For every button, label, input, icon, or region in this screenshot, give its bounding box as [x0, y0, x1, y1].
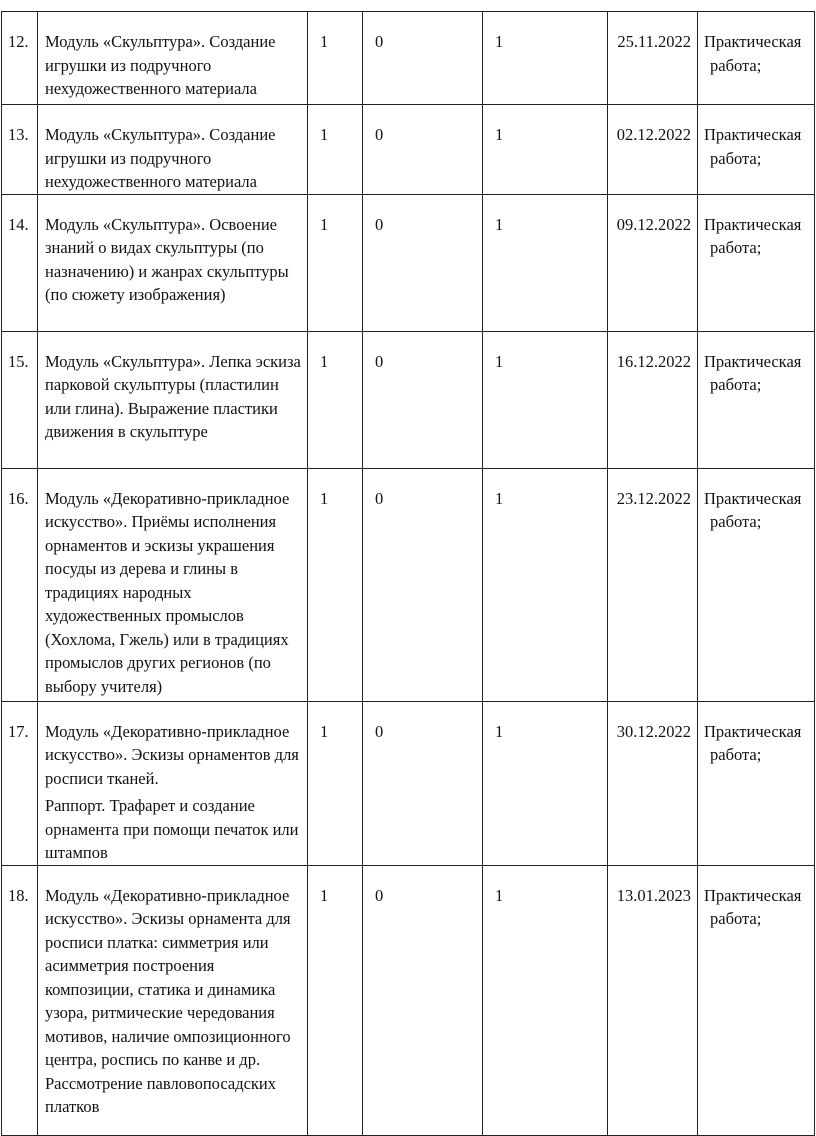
lesson-control-works: 0 — [363, 331, 483, 468]
lesson-date: 25.11.2022 — [608, 12, 698, 105]
lesson-row — [2, 468, 815, 701]
lesson-topic-text: Модуль «Декоративно-прикладное искусство». Эскизы орнамента для росписи платка: симметрия или асимметрия построения композиции, статика и динамика узора, ритмические чередования мотивов, наличие омпозиционного центра, роспись по канве и др. Рассмотрение павловопосадских платков — [45, 885, 291, 1116]
lesson-row — [2, 12, 815, 105]
control-form-type: Практическая — [704, 721, 802, 741]
lesson-row — [2, 701, 815, 865]
lesson-control-works: 0 — [363, 701, 483, 865]
lesson-practical-works: 1 — [483, 468, 608, 701]
lesson-practical-works: 1 — [483, 331, 608, 468]
lesson-control-works: 0 — [363, 194, 483, 331]
lesson-topic-text: Модуль «Скульптура». Создание игрушки из подручного нехудожественного материала — [45, 32, 276, 98]
control-form-type: Практическая — [704, 488, 802, 508]
lesson-hours-total: 1 — [308, 12, 363, 105]
lesson-date: 09.12.2022 — [608, 194, 698, 331]
lesson-control-form — [698, 194, 815, 331]
lesson-topic-text: Модуль «Скульптура». Создание игрушки из подручного нехудожественного материала — [45, 125, 276, 191]
control-form-suffix: работа; — [710, 745, 762, 764]
lesson-hours-total: 1 — [308, 468, 363, 701]
lesson-plan-table — [1, 11, 815, 1136]
lesson-date: 16.12.2022 — [608, 331, 698, 468]
lesson-topic-text: Модуль «Декоративно-прикладное искусство». Приёмы исполнения орнаментов и эскизы украшения посуды из дерева и глины в традициях народных художественных промыслов (Хохлома, Гжель) или в традициях промыслов других регионов (по выбору учителя) — [45, 488, 290, 696]
control-form-suffix: работа; — [710, 512, 762, 531]
lesson-date: 23.12.2022 — [608, 468, 698, 701]
lesson-control-form — [698, 331, 815, 468]
lesson-topic — [38, 12, 308, 105]
lesson-number: 15. — [2, 331, 38, 468]
lesson-number: 17. — [2, 701, 38, 865]
lesson-practical-works: 1 — [483, 865, 608, 1135]
lesson-hours-total: 1 — [308, 105, 363, 195]
control-form-suffix: работа; — [710, 909, 762, 928]
lesson-topic — [38, 331, 308, 468]
lesson-number: 13. — [2, 105, 38, 195]
control-form-type: Практическая — [704, 32, 802, 51]
lesson-practical-works: 1 — [483, 194, 608, 331]
control-form-type: Практическая — [704, 214, 802, 234]
lesson-topic-text: Модуль «Скульптура». Лепка эскиза парковой скульптуры (пластилин или глина). Выражение пластики движения в скульптуре — [45, 351, 301, 441]
lesson-number: 16. — [2, 468, 38, 701]
lesson-topic — [38, 194, 308, 331]
lesson-hours-total: 1 — [308, 701, 363, 865]
lesson-topic-text: Модуль «Декоративно-прикладное искусство». Эскизы орнаментов для росписи тканей. — [45, 721, 299, 788]
control-form-type: Практическая — [704, 885, 802, 905]
control-form-type: Практическая — [704, 125, 802, 144]
control-form-suffix: работа; — [710, 375, 762, 394]
lesson-practical-works: 1 — [483, 105, 608, 195]
lesson-hours-total: 1 — [308, 331, 363, 468]
lesson-topic — [38, 865, 308, 1135]
lesson-control-works: 0 — [363, 468, 483, 701]
lesson-date: 13.01.2023 — [608, 865, 698, 1135]
control-form-suffix: работа; — [710, 148, 762, 168]
lesson-control-form — [698, 468, 815, 701]
control-form-suffix: работа; — [710, 55, 762, 75]
lesson-topic-continuation: Раппорт. Трафарет и создание орнамента при помощи печаток или штампов — [45, 796, 299, 862]
control-form-suffix: работа; — [710, 238, 762, 257]
lesson-hours-total: 1 — [308, 865, 363, 1135]
lesson-topic — [38, 701, 308, 865]
lesson-practical-works: 1 — [483, 701, 608, 865]
lesson-date: 02.12.2022 — [608, 105, 698, 195]
lesson-number: 12. — [2, 12, 38, 105]
lesson-row — [2, 331, 815, 468]
lesson-row — [2, 865, 815, 1135]
lesson-control-form — [698, 12, 815, 105]
lesson-control-works: 0 — [363, 865, 483, 1135]
lesson-number: 18. — [2, 865, 38, 1135]
lesson-number: 14. — [2, 194, 38, 331]
lesson-topic — [38, 468, 308, 701]
lesson-row — [2, 194, 815, 331]
lesson-row — [2, 105, 815, 195]
lesson-plan-body — [2, 12, 815, 1136]
lesson-control-form — [698, 701, 815, 865]
lesson-topic — [38, 105, 308, 195]
lesson-control-form — [698, 865, 815, 1135]
control-form-type: Практическая — [704, 351, 802, 371]
lesson-topic-text: Модуль «Скульптура». Освоение знаний о видах скульптуры (по назначению) и жанрах скульптуры (по сюжету изображения) — [45, 214, 289, 304]
lesson-control-works: 0 — [363, 12, 483, 105]
lesson-control-works: 0 — [363, 105, 483, 195]
lesson-hours-total: 1 — [308, 194, 363, 331]
lesson-practical-works: 1 — [483, 12, 608, 105]
lesson-date: 30.12.2022 — [608, 701, 698, 865]
lesson-control-form — [698, 105, 815, 195]
